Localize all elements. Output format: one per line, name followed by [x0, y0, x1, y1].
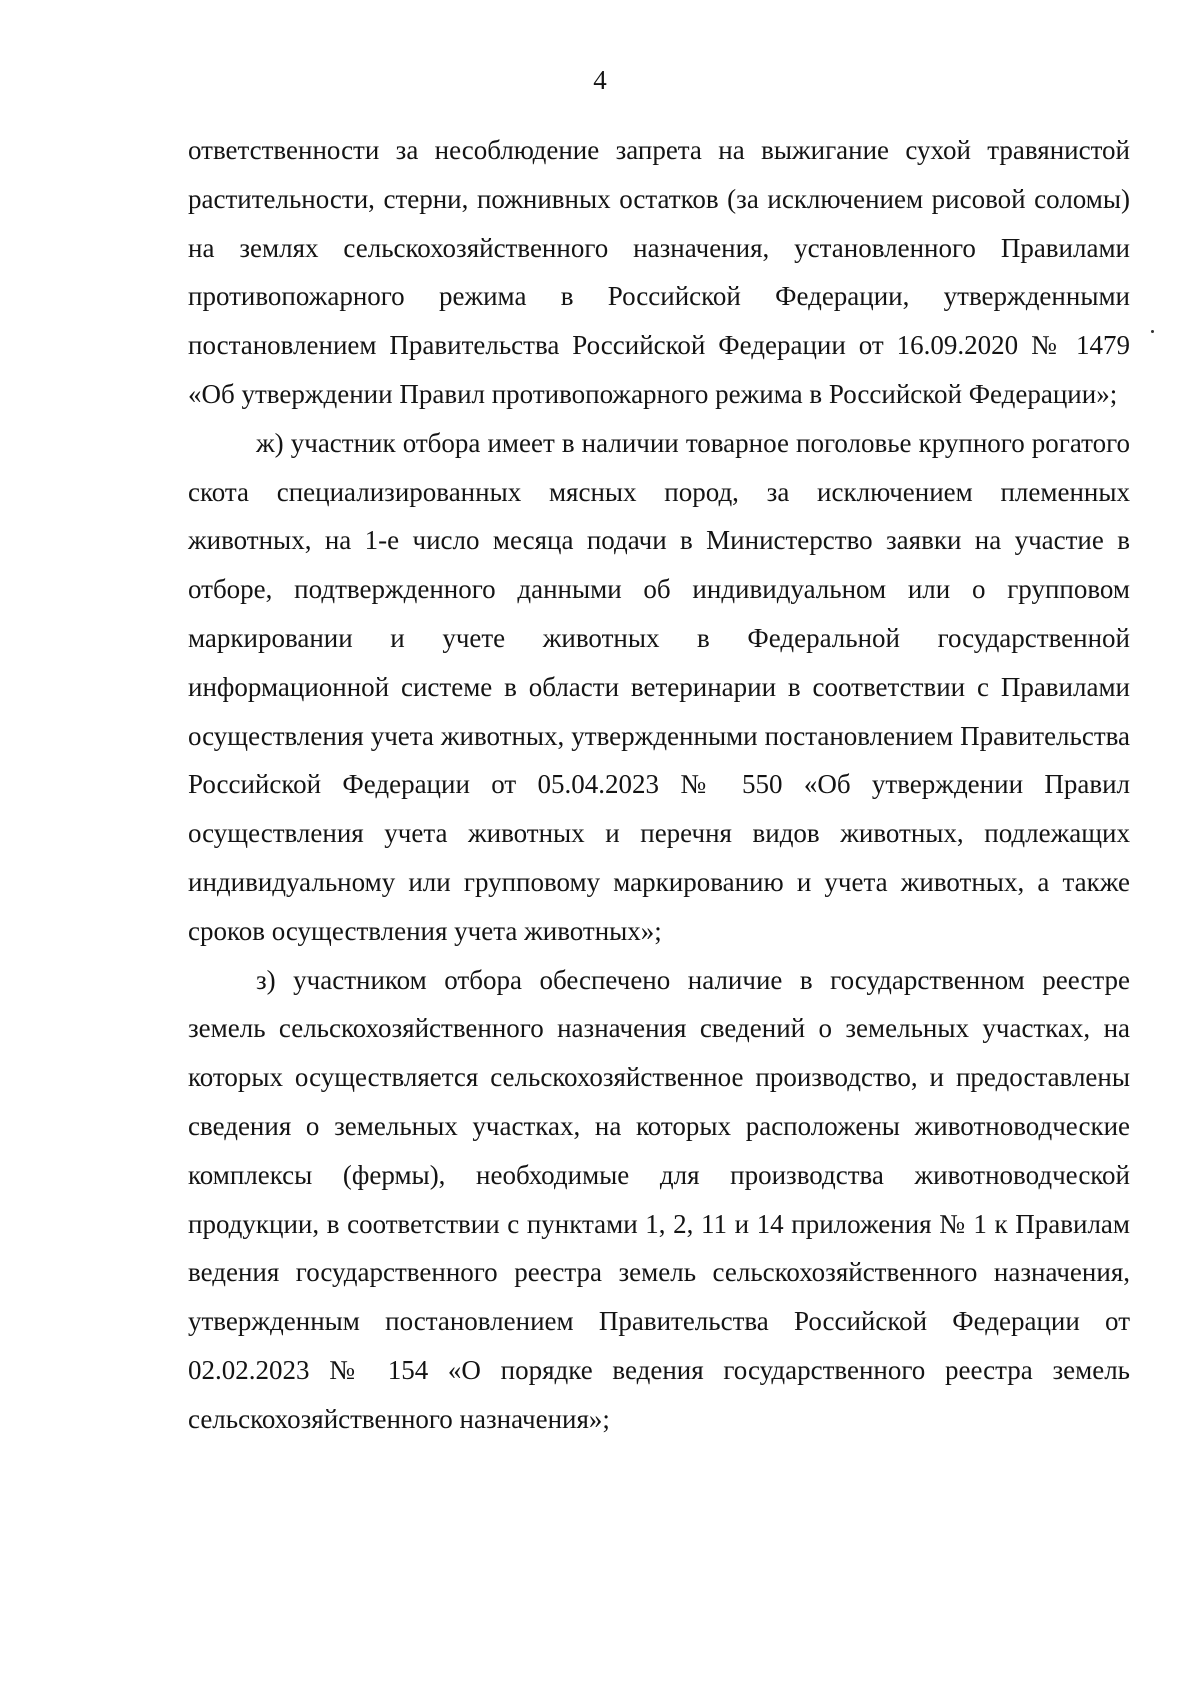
paragraph-z: з) участником отбора обеспечено наличие в государственном реестре земель сельскохозяйственного назначения сведений о земельных участках, на которых осуществляется сельскохозяйственное производство, и предоставлены сведения о земельных участках, на которых расположены животноводческие комплексы (фермы), необходимые для производства животноводческой продукции, в соответствии с пунктами 1, 2, 11 и 14 приложения № 1 к Правилам ведения государственного реестра земель сельскохозяйственного назначения, утвержденным постановлением Правительства Российской Федерации от 02.02.2023 № 154 «О порядке ведения государственного реестра земель сельскохозяйственного назначения»; [188, 964, 1130, 1434]
page-number: 4 [593, 65, 607, 95]
scan-speck [1151, 330, 1154, 333]
paragraph-continuation: ответственности за несоблюдение запрета на выжигание сухой травянистой растительности, стерни, пожнивных остатков (за исключением рисовой соломы) на землях сельскохозяйственного назначения, установленного Правилами противопожарного режима в Российской Федерации, утвержденными постановлением Правительства Российской Федерации от 16.09.2020 № 1479 «Об утверждении Правил противопожарного режима в Российской Федерации»; [188, 135, 1130, 409]
paragraph-zh: ж) участник отбора имеет в наличии товарное поголовье крупного рогатого скота специализированных мясных пород, за исключением племенных животных, на 1-е число месяца подачи в Министерство заявки на участие в отборе, подтвержденного данными об индивидуальном или о групповом маркировании и учете животных в Федеральной государственной информационной системе в области ветеринарии в соответствии с Правилами осуществления учета животных, утвержденными постановлением Правительства Российской Федерации от 05.04.2023 № 550 «Об утверждении Правил осуществления учета животных и перечня видов животных, подлежащих индивидуальному или групповому маркированию и учета животных, а также сроков осуществления учета животных»; [188, 427, 1130, 946]
document-body [188, 126, 1130, 1444]
